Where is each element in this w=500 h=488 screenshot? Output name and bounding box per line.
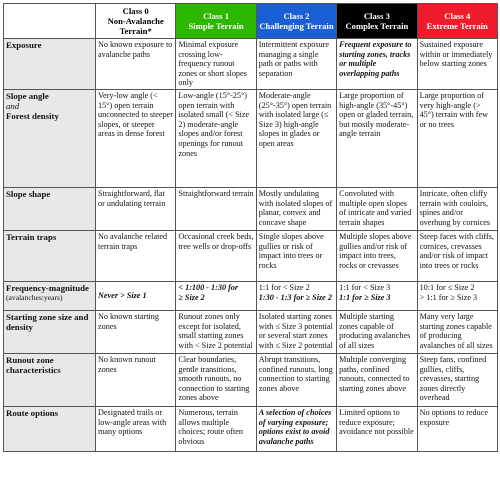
cell-slope-class-3: Large proportion of high-angle (35°-45°) open or gladed terrain, but mostly moderate-angle terrain [337, 89, 417, 187]
freq-line-b: ≥ Size 2 [178, 292, 205, 302]
freq-line-a: 1:1 for < Size 3 [339, 282, 391, 292]
cell-start-class-0: No known starting zones [96, 310, 176, 353]
header-class-title: Extreme Terrain [426, 21, 488, 31]
corner-cell [4, 4, 96, 39]
cell-runout-class-4: Steep fans, confined gullies, cliffs, crevasses, starting zones directly overhead [417, 353, 497, 406]
freq-line-a: < 1:100 - 1:30 for [178, 282, 239, 292]
cell-runout-class-3: Multiple converging paths, confined runouts, connected to starting zones above [337, 353, 417, 406]
cell-traps-class-3: Multiple slopes above gullies and/or risk of impact into trees, rocks or crevasses [337, 230, 417, 281]
row-label-forest-density-text: Forest density [6, 110, 59, 121]
freq-line-b: > 1:1 for ≥ Size 3 [419, 292, 478, 302]
cell-exposure-class-2: Intermittent exposure managing a single path or paths with separation [256, 39, 336, 90]
row-label-frequency-magnitude [4, 281, 96, 310]
header-class-number: Class 3 [363, 11, 390, 21]
header-class-number: Class 4 [444, 11, 471, 21]
cell-shape-class-4: Intricate, often cliffy terrain with couloirs, spines and/or overhung by cornices [417, 187, 497, 230]
cell-route-class-3: Limited options to reduce exposure; avoidance not possible [337, 406, 417, 451]
header-class-title: Challenging Terrain [259, 21, 334, 31]
row-label-terrain-traps: Terrain traps [4, 230, 96, 281]
cell-route-class-4: No options to reduce exposure [417, 406, 497, 451]
row-label-runout-zone: Runout zone characteristics [4, 353, 96, 406]
cell-runout-class-1: Clear boundaries, gentle transitions, smooth runouts, no connection to starting zones above [176, 353, 256, 406]
header-class-4 [417, 4, 497, 39]
row-slope-shape [4, 187, 498, 230]
cell-freq-class-4 [417, 281, 497, 310]
cell-traps-class-1: Occasional creek beds, tree wells or drop-offs [176, 230, 256, 281]
cell-runout-class-2: Abrupt transitions, confined runouts, long connection to starting zones above [256, 353, 336, 406]
cell-freq-class-3 [337, 281, 417, 310]
freq-line-a: 1:1 for < Size 2 [258, 282, 310, 292]
cell-start-class-2: Isolated starting zones with ≤ Size 3 potential or several start zones with ≤ Size 2 potential [256, 310, 336, 353]
avalanche-terrain-exposure-table [3, 3, 498, 452]
row-label-starting-zone: Starting zone size and density [4, 310, 96, 353]
row-label-slope-angle [4, 89, 96, 187]
cell-exposure-class-0: No known exposure to avalanche paths [96, 39, 176, 90]
header-class-number: Class 0 [122, 6, 149, 16]
cell-route-class-1: Numerous, terrain allows multiple choices; route often obvious [176, 406, 256, 451]
row-label-slope-angle-text: Slope angle [6, 90, 49, 101]
cell-route-class-0: Designated trails or low-angle areas with many options [96, 406, 176, 451]
cell-traps-class-2: Single slopes above gullies or risk of impact into trees or rocks [256, 230, 336, 281]
row-runout-zone [4, 353, 498, 406]
cell-exposure-class-4: Sustained exposure within or immediately below starting zones [417, 39, 497, 90]
cell-start-class-3: Multiple starting zones capable of producing avalanches of all sizes [337, 310, 417, 353]
cell-slope-class-0: Very-low angle (< 15°) open terrain unconnected to steeper slopes, or steeper areas in dense forest [96, 89, 176, 187]
cell-traps-class-0: No avalanche related terrain traps [96, 230, 176, 281]
cell-freq-class-2 [256, 281, 336, 310]
freq-line-b: 1:30 - 1:3 for ≥ Size 2 [258, 292, 332, 302]
cell-freq-class-0 [96, 281, 176, 310]
freq-line-a: Never > Size 1 [98, 291, 147, 301]
cell-slope-class-4: Large proportion of very high-angle (> 45°) terrain with few or no trees [417, 89, 497, 187]
cell-runout-class-0: No known runout zones [96, 353, 176, 406]
freq-line-a: 10:1 for ≤ Size 2 [419, 282, 475, 292]
row-terrain-traps [4, 230, 498, 281]
header-class-3 [337, 4, 417, 39]
cell-exposure-class-1: Minimal exposure crossing low-frequency runout zones or short slopes only [176, 39, 256, 90]
row-label-exposure: Exposure [4, 39, 96, 90]
cell-shape-class-1: Straightforward terrain [176, 187, 256, 230]
cell-shape-class-2: Mostly undulating with isolated slopes of planar, convex and concave shape [256, 187, 336, 230]
cell-shape-class-0: Straightforward, flat or undulating terrain [96, 187, 176, 230]
cell-traps-class-4: Steep faces with cliffs, cornices, crevasses and/or risk of impact into trees or rocks [417, 230, 497, 281]
row-label-frequency-unit: (avalanches:years) [6, 292, 63, 302]
header-class-title: Simple Terrain [188, 21, 244, 31]
row-slope-angle-forest-density [4, 89, 498, 187]
header-class-0 [96, 4, 176, 39]
row-label-slope-shape: Slope shape [4, 187, 96, 230]
row-route-options [4, 406, 498, 451]
cell-start-class-1: Runout zones only except for isolated, small starting zones with < Size 2 potential [176, 310, 256, 353]
cell-route-class-2: A selection of choices of varying exposure; options exist to avoid avalanche paths [256, 406, 336, 451]
cell-shape-class-3: Convoluted with multiple open slopes of intricate and varied terrain shapes [337, 187, 417, 230]
cell-slope-class-1: Low-angle (15°-25°) open terrain with isolated small (< Size 2) moderate-angle slopes and/or forest openings for runout zones [176, 89, 256, 187]
cell-exposure-class-3: Frequent exposure to starting zones, tracks or multiple overlapping paths [337, 39, 417, 90]
row-label-and-text: and [6, 100, 20, 111]
cell-freq-class-1 [176, 281, 256, 310]
freq-line-b: 1:1 for ≥ Size 3 [339, 292, 391, 302]
row-frequency-magnitude [4, 281, 498, 310]
header-class-number: Class 1 [203, 11, 230, 21]
row-starting-zone [4, 310, 498, 353]
row-exposure [4, 39, 498, 90]
row-label-frequency-text: Frequency-magnitude [6, 282, 89, 293]
header-class-title: Non-Avalanche Terrain* [107, 16, 164, 36]
header-class-title: Complex Terrain [345, 21, 409, 31]
cell-start-class-4: Many very large starting zones capable of producing avalanches of all sizes [417, 310, 497, 353]
header-class-1 [176, 4, 256, 39]
header-class-number: Class 2 [283, 11, 310, 21]
header-class-2 [256, 4, 336, 39]
cell-slope-class-2: Moderate-angle (25°-35°) open terrain with isolated large (≤ Size 3) high-angle slopes in glades or open areas [256, 89, 336, 187]
ates-table-container [3, 3, 497, 452]
row-label-route-options: Route options [4, 406, 96, 451]
header-row [4, 4, 498, 39]
